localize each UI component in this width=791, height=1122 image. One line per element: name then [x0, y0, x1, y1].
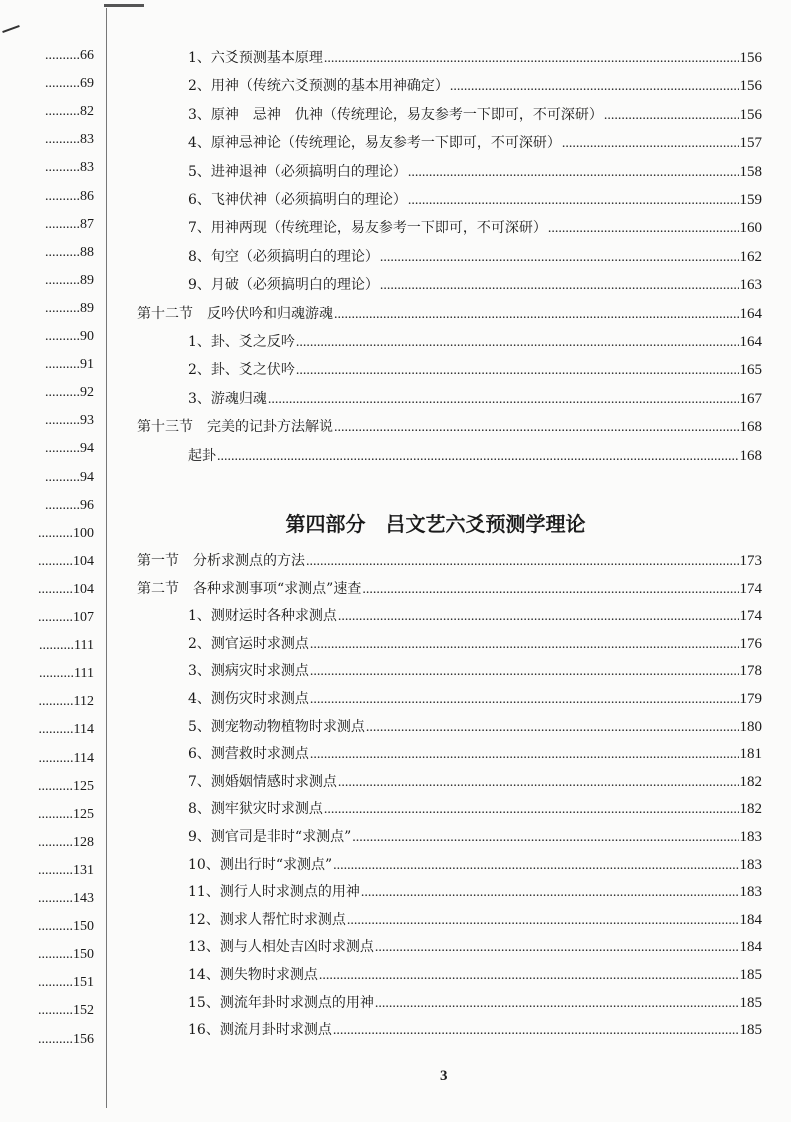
toc-subsection-entry	[188, 605, 762, 625]
toc-subsection-entry	[188, 854, 762, 874]
entry-page: 178	[739, 663, 762, 680]
dot-leader	[352, 830, 738, 846]
scan-mark	[2, 25, 20, 33]
toc-section-entry	[137, 416, 762, 436]
toc-subsection-entry	[188, 798, 762, 818]
entry-page: 167	[739, 390, 762, 407]
left-page-number: ..... 91	[18, 357, 94, 373]
entry-page: 173	[739, 553, 762, 569]
entry-title: 起卦	[188, 447, 216, 464]
left-page-number: ..... 90	[18, 329, 94, 345]
toc-subsection-entry	[188, 964, 762, 984]
left-page-number: ..... 104	[18, 582, 94, 598]
toc-subsection-entry	[188, 388, 762, 408]
entry-page: 157	[739, 135, 762, 152]
entry-page: 183	[739, 856, 762, 873]
entry-title: 第二节 各种求测事项“求测点”速查	[137, 580, 362, 597]
dot-leader	[217, 449, 739, 465]
dot-leader	[375, 940, 739, 956]
entry-page: 163	[739, 277, 762, 294]
toc-subsection-entry	[188, 161, 762, 181]
left-page-number: ..... 66	[18, 48, 94, 64]
dot-leader	[380, 278, 739, 294]
entry-page: 185	[739, 967, 762, 983]
left-page-number: ..... 89	[18, 273, 94, 289]
left-page-number: ..... 107	[18, 610, 94, 626]
entry-page: 162	[739, 248, 762, 265]
left-page-number: ..... 152	[18, 1003, 94, 1019]
entry-title: 1、六爻预测基本原理	[188, 50, 323, 66]
entry-title: 3、原神 忌神 仇神（传统理论，易友参考一下即可，不可深研）	[188, 106, 603, 123]
toc-subsection-entry	[188, 881, 762, 901]
toc-subsection-entry	[188, 217, 762, 237]
entry-title: 第一节 分析求测点的方法	[137, 553, 305, 569]
entry-page: 174	[739, 608, 762, 625]
toc-section-entry	[137, 550, 762, 570]
dot-leader	[306, 554, 739, 570]
toc-subsection-entry	[188, 688, 762, 708]
entry-title: 7、用神两现（传统理论，易友参考一下即可，不可深研）	[188, 220, 547, 237]
left-page-number: ..... 94	[18, 441, 94, 457]
entry-page: 174	[739, 580, 762, 597]
entry-page: 156	[739, 50, 762, 66]
toc-subsection-entry	[188, 274, 762, 294]
entry-page: 184	[739, 939, 762, 956]
left-page-number: ..... 93	[18, 413, 94, 429]
dot-leader	[562, 136, 739, 152]
dot-leader	[347, 913, 739, 929]
entry-page: 156	[739, 78, 762, 95]
entry-title: 1、卦、爻之反吟	[188, 334, 295, 350]
left-page-number: ..... 83	[18, 160, 94, 176]
toc-subsection-entry	[188, 75, 762, 95]
dot-leader	[324, 802, 739, 818]
left-page-number: ..... 111	[18, 666, 94, 682]
dot-leader	[338, 609, 739, 625]
entry-page: 176	[739, 635, 762, 652]
dot-leader	[333, 858, 738, 874]
toc-subsection-entry	[188, 633, 762, 653]
entry-title: 2、用神（传统六爻预测的基本用神确定）	[188, 78, 449, 95]
left-page-number: ..... 112	[18, 694, 94, 710]
entry-page: 182	[739, 801, 762, 818]
dot-leader	[310, 664, 739, 680]
dot-leader	[366, 720, 739, 736]
entry-title: 9、测官司是非时“求测点”	[188, 829, 352, 845]
dot-leader	[380, 250, 739, 266]
dot-leader	[310, 747, 739, 763]
dot-leader	[548, 221, 739, 237]
dot-leader	[362, 582, 738, 598]
toc-subsection-entry	[188, 359, 762, 379]
toc-subsection-entry	[188, 104, 762, 124]
entry-page: 183	[739, 829, 762, 845]
left-page-number: ..... 143	[18, 891, 94, 907]
entry-title: 8、测牢狱灾时求测点	[188, 801, 323, 818]
left-page-number: ..... 131	[18, 863, 94, 879]
entry-title: 15、测流年卦时求测点的用神	[188, 994, 374, 1011]
dot-leader	[604, 108, 739, 124]
entry-title: 10、测出行时“求测点”	[188, 856, 333, 873]
left-page-number: ..... 82	[18, 104, 94, 120]
entry-page: 180	[739, 718, 762, 735]
entry-title: 4、测伤灾时求测点	[188, 691, 309, 707]
entry-title: 1、测财运时各种求测点	[188, 608, 337, 625]
entry-title: 5、进神退神（必须搞明白的理论）	[188, 163, 407, 180]
entry-title: 5、测宠物动物植物时求测点	[188, 718, 365, 735]
left-page-number: ..... 83	[18, 132, 94, 148]
dot-leader	[310, 637, 739, 653]
toc-subsection-entry	[188, 909, 762, 929]
left-page-number: ..... 96	[18, 498, 94, 514]
left-page-number: ..... 114	[18, 751, 94, 767]
part-heading: 第四部分 吕文艺六爻预测学理论	[285, 512, 586, 536]
dot-leader	[324, 51, 739, 67]
left-page-number: ..... 111	[18, 638, 94, 654]
left-page-number: ..... 114	[18, 722, 94, 738]
dot-leader	[310, 692, 739, 708]
entry-title: 9、月破（必须搞明白的理论）	[188, 277, 379, 294]
dot-leader	[296, 363, 739, 379]
entry-page: 159	[739, 192, 762, 208]
entry-page: 168	[739, 447, 762, 464]
entry-page: 183	[739, 884, 762, 901]
dot-leader	[296, 335, 739, 351]
left-page-number: ..... 125	[18, 807, 94, 823]
entry-page: 185	[739, 1022, 762, 1039]
entry-title: 4、原神忌神论（传统理论，易友参考一下即可，不可深研）	[188, 135, 561, 152]
entry-page: 168	[739, 419, 762, 436]
entry-page: 179	[739, 691, 762, 707]
toc-subsection-entry	[188, 189, 762, 209]
left-page-number: ..... 125	[18, 779, 94, 795]
dot-leader	[334, 420, 739, 436]
toc-subsection-entry	[188, 132, 762, 152]
dot-leader	[375, 996, 739, 1012]
entry-page: 185	[739, 994, 762, 1011]
entry-title: 12、测求人帮忙时求测点	[188, 911, 346, 928]
entry-page: 164	[739, 334, 762, 350]
left-page-number: ..... 151	[18, 975, 94, 991]
left-page-number: ..... 104	[18, 554, 94, 570]
entry-page: 156	[739, 106, 762, 123]
entry-title: 8、旬空（必须搞明白的理论）	[188, 248, 379, 265]
toc-subsection-entry	[188, 743, 762, 763]
dot-leader	[334, 307, 739, 323]
toc-section-entry	[137, 303, 762, 323]
entry-page: 158	[739, 163, 762, 180]
entry-title: 6、测营救时求测点	[188, 746, 309, 763]
left-page-number: ..... 150	[18, 947, 94, 963]
toc-subsection-entry	[188, 936, 762, 956]
entry-title: 2、测官运时求测点	[188, 635, 309, 652]
toc-subsection-entry	[188, 716, 762, 736]
left-page-number: ..... 88	[18, 245, 94, 261]
entry-title: 第十三节 完美的记卦方法解说	[137, 419, 333, 436]
entry-title: 11、测行人时求测点的用神	[188, 884, 360, 901]
entry-title: 13、测与人相处吉凶时求测点	[188, 939, 374, 956]
entry-page: 160	[739, 220, 762, 237]
toc-subsection-entry	[188, 331, 762, 351]
toc-subsection-entry	[188, 445, 762, 465]
dot-leader	[333, 1023, 739, 1039]
left-page-number: ..... 128	[18, 835, 94, 851]
dot-leader	[338, 775, 739, 791]
entry-page: 184	[739, 911, 762, 928]
left-page-number: ..... 150	[18, 919, 94, 935]
left-page-number: ..... 156	[18, 1032, 94, 1048]
left-page-number: ..... 94	[18, 470, 94, 486]
entry-title: 第十二节 反吟伏吟和归魂游魂	[137, 305, 333, 322]
toc-subsection-entry	[188, 771, 762, 791]
left-page-number: ..... 69	[18, 76, 94, 92]
entry-title: 16、测流月卦时求测点	[188, 1022, 332, 1039]
left-page-number: ..... 100	[18, 526, 94, 542]
entry-title: 3、游魂归魂	[188, 390, 267, 407]
entry-title: 2、卦、爻之伏吟	[188, 362, 295, 379]
dot-leader	[268, 392, 739, 408]
entry-page: 181	[739, 746, 762, 763]
dot-leader	[408, 165, 739, 181]
left-page-number: ..... 87	[18, 217, 94, 233]
entry-title: 6、飞神伏神（必须搞明白的理论）	[188, 192, 407, 208]
toc-subsection-entry	[188, 992, 762, 1012]
page-number: 3	[440, 1068, 448, 1084]
left-page-number: ..... 86	[18, 189, 94, 205]
toc-section-entry	[137, 578, 762, 598]
toc-subsection-entry	[188, 246, 762, 266]
entry-title: 14、测失物时求测点	[188, 967, 318, 983]
left-page-number: ..... 89	[18, 301, 94, 317]
dot-leader	[450, 79, 739, 95]
dot-leader	[408, 193, 739, 209]
entry-page: 182	[739, 773, 762, 790]
left-page-number: ..... 92	[18, 385, 94, 401]
entry-page: 164	[739, 305, 762, 322]
toc-subsection-entry	[188, 826, 762, 846]
toc-subsection-entry	[188, 660, 762, 680]
page-gutter-divider	[106, 8, 107, 1108]
entry-title: 7、测婚姻情感时求测点	[188, 773, 337, 790]
dot-leader	[319, 968, 739, 984]
dot-leader	[361, 885, 739, 901]
toc-subsection-entry	[188, 1019, 762, 1039]
entry-title: 3、测病灾时求测点	[188, 663, 309, 680]
scan-mark	[104, 4, 144, 7]
entry-page: 165	[739, 362, 762, 379]
toc-subsection-entry	[188, 47, 762, 67]
